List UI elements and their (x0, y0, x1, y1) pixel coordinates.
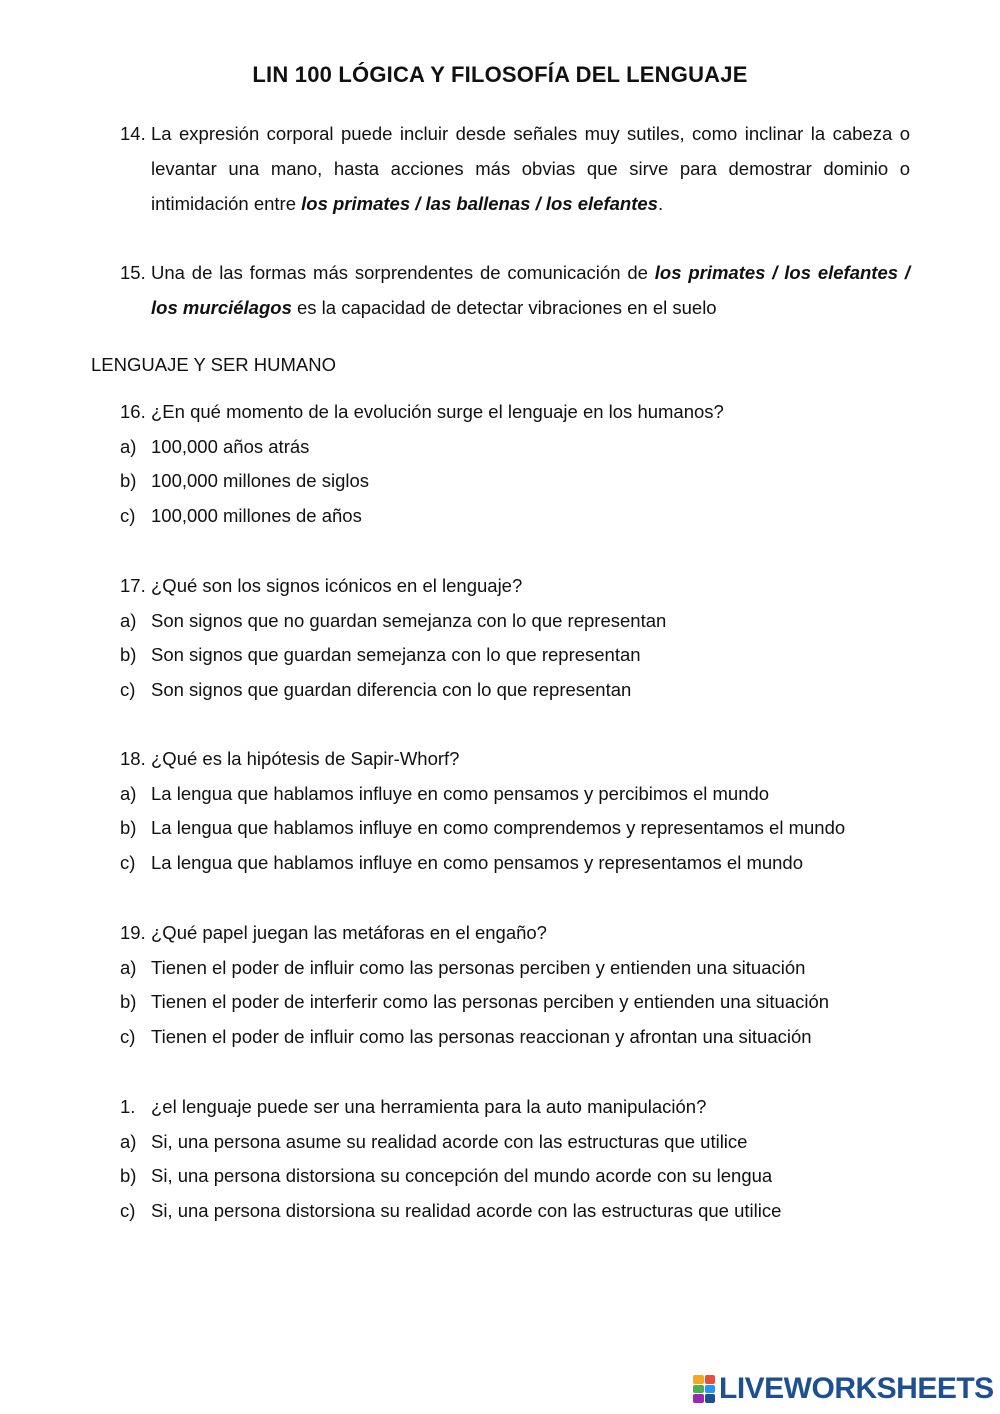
section-heading: LENGUAJE Y SER HUMANO (91, 354, 337, 375)
question-prompt: ¿Qué son los signos icónicos en el lenguaje? (151, 575, 523, 596)
question-19 (120, 916, 920, 1055)
question-number: 17. (120, 575, 146, 596)
question-18 (120, 742, 920, 881)
question-text: La expresión corporal puede incluir desde señales muy sutiles, como inclinar la cabeza o levantar una mano, hasta acciones más obvias que sirve para demostrar dominio o intimidación entre los primates / las ballenas / los elefantes. (151, 123, 910, 214)
question-text: Una de las formas más sorprendentes de comunicación de los primates / los elefantes / los murciélagos es la capacidad de detectar vibraciones en el suelo (151, 262, 911, 318)
option-c[interactable]: c) 100,000 millones de años (120, 505, 362, 527)
option-a[interactable]: a) 100,000 años atrás (120, 435, 310, 457)
question-number: 15. (120, 262, 146, 283)
question-number: 18. (120, 748, 146, 769)
question-prompt: ¿En qué momento de la evolución surge el lenguaje en los humanos? (151, 401, 724, 422)
question-number: 16. (120, 401, 146, 422)
question-1 (120, 1090, 920, 1229)
option-c[interactable]: c) Tienen el poder de influir como las personas reaccionan y afrontan una situación (120, 1026, 812, 1048)
question-14 (120, 116, 910, 221)
question-number: 1. (120, 1096, 136, 1117)
question-number: 14. (120, 123, 146, 144)
option-c[interactable]: c) Si, una persona distorsiona su realidad acorde con las estructuras que utilice (120, 1200, 782, 1222)
page-title: LIN 100 LÓGICA Y FILOSOFÍA DEL LENGUAJE (252, 62, 748, 87)
question-prompt: ¿el lenguaje puede ser una herramienta para la auto manipulación? (151, 1096, 707, 1117)
option-b[interactable]: b) La lengua que hablamos influye en como comprendemos y representamos el mundo (120, 817, 846, 839)
option-b[interactable]: b) Son signos que guardan semejanza con lo que representan (120, 644, 641, 666)
option-b[interactable]: b) Si, una persona distorsiona su concepción del mundo acorde con su lengua (120, 1165, 773, 1187)
option-a[interactable]: a) Si, una persona asume su realidad acorde con las estructuras que utilice (120, 1130, 748, 1152)
liveworksheets-logo (693, 1372, 994, 1406)
option-c[interactable]: c) La lengua que hablamos influye en como pensamos y representamos el mundo (120, 852, 804, 874)
logo-icon (693, 1375, 715, 1403)
option-c[interactable]: c) Son signos que guardan diferencia con lo que representan (120, 679, 632, 701)
option-a[interactable]: a) Son signos que no guardan semejanza con lo que representan (120, 609, 667, 631)
logo-text: LIVEWORKSHEETS (719, 1372, 994, 1405)
option-b[interactable]: b) 100,000 millones de siglos (120, 470, 370, 492)
question-16 (120, 395, 920, 534)
question-prompt: ¿Qué papel juegan las metáforas en el engaño? (151, 922, 547, 943)
question-17 (120, 569, 920, 708)
question-number: 19. (120, 922, 146, 943)
option-b[interactable]: b) Tienen el poder de interferir como las personas perciben y entienden una situación (120, 991, 830, 1013)
option-a[interactable]: a) Tienen el poder de influir como las personas perciben y entienden una situación (120, 956, 806, 978)
question-15 (120, 255, 910, 325)
question-prompt: ¿Qué es la hipótesis de Sapir-Whorf? (151, 748, 460, 769)
answer-options: los primates / los elefantes / los murciélagos (151, 262, 911, 318)
option-a[interactable]: a) La lengua que hablamos influye en como pensamos y percibimos el mundo (120, 782, 770, 804)
answer-options: los primates / las ballenas / los elefantes (301, 193, 658, 214)
